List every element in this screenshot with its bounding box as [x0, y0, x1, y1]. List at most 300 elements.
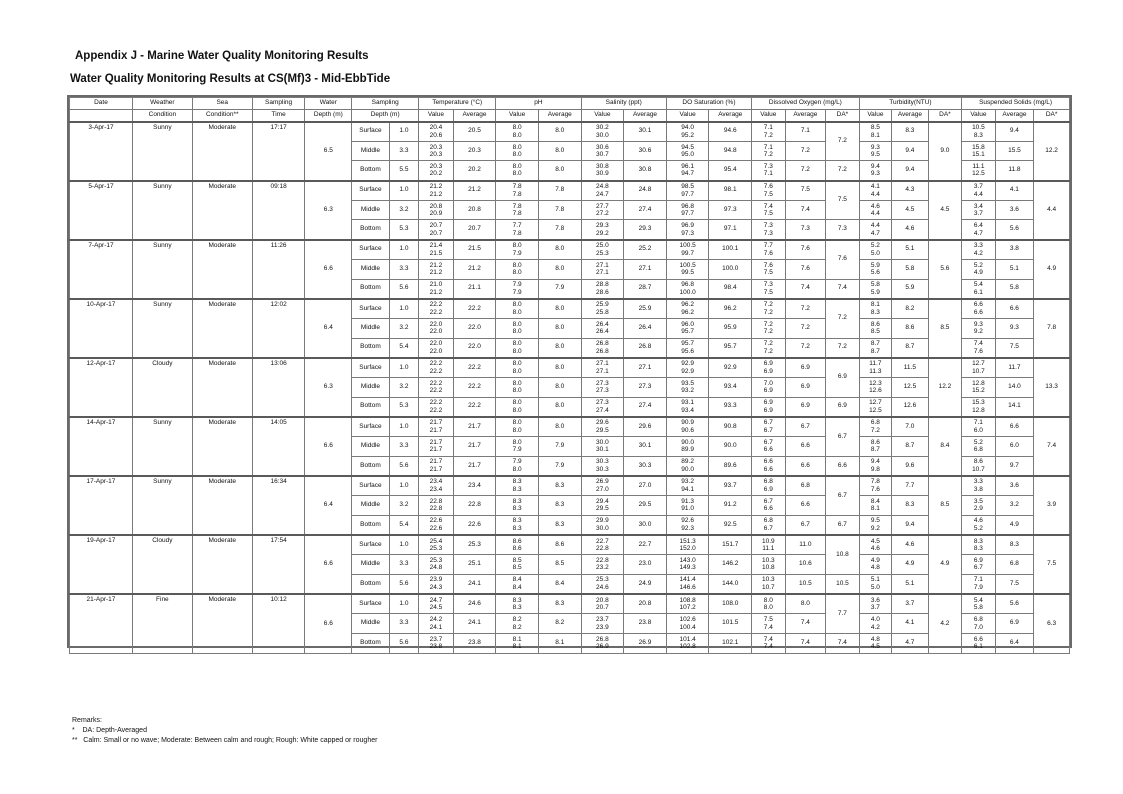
layer-name-cell: Middle	[352, 496, 390, 516]
ph-values-reading-2: 8.3	[512, 505, 522, 513]
header-salinity: Salinity (ppt)	[581, 98, 666, 110]
ph-values	[496, 574, 539, 594]
dissolved-oxygen-values-reading-1: 7.3	[763, 281, 773, 289]
ph-values-reading-2: 8.0	[512, 465, 522, 473]
sea-condition-cell: Moderate	[192, 358, 252, 417]
ph-values	[496, 240, 539, 260]
ph-values	[496, 614, 539, 634]
salinity-average: 29.6	[624, 417, 667, 437]
salinity-values-reading-2: 27.1	[596, 367, 609, 375]
ph-average: 8.0	[538, 318, 581, 338]
do-saturation-values-reading-1: 96.9	[681, 222, 694, 230]
ph-values	[496, 338, 539, 358]
salinity-average: 20.8	[624, 594, 667, 614]
ph-values-reading-2: 8.0	[512, 170, 522, 178]
ph-values	[496, 122, 539, 142]
do-saturation-average: 89.6	[709, 456, 752, 476]
ph-values-reading-1: 8.2	[512, 616, 522, 624]
dissolved-oxygen-values	[752, 555, 785, 575]
do-saturation-values-reading-2: 89.9	[681, 446, 694, 454]
dissolved-oxygen-values	[752, 377, 785, 397]
layer-name-cell: Middle	[352, 200, 390, 220]
ph-average: 8.0	[538, 338, 581, 358]
do-saturation-average: 102.1	[709, 633, 752, 653]
temperature-values-reading-1: 20.3	[429, 162, 443, 170]
ph-values-reading-1: 8.0	[512, 242, 522, 250]
suspended-solids-values	[962, 161, 995, 181]
dissolved-oxygen-average: 7.2	[785, 318, 826, 338]
salinity-values-reading-1: 22.7	[596, 537, 609, 545]
temperature-values	[419, 200, 454, 220]
layer-name-cell: Bottom	[352, 574, 390, 594]
turbidity-values-reading-1: 4.9	[870, 556, 880, 564]
suspended-solids-values	[962, 555, 995, 575]
temperature-values	[419, 122, 454, 142]
turbidity-average: 4.1	[892, 614, 929, 634]
turbidity-values-reading-2: 9.3	[870, 170, 880, 178]
dissolved-oxygen-values-reading-2: 7.2	[763, 131, 773, 139]
dissolved-oxygen-values-reading-2: 7.2	[763, 328, 773, 336]
suspended-solids-average: 5.6	[995, 220, 1034, 240]
turbidity-values-reading-2: 5.0	[870, 249, 880, 257]
ph-values-reading-2: 7.9	[512, 446, 522, 454]
turbidity-values-reading-1: 4.1	[870, 183, 880, 191]
dissolved-oxygen-average: 6.6	[785, 456, 826, 476]
temperature-average: 20.5	[453, 122, 496, 142]
turbidity-values	[859, 437, 891, 457]
suspended-solids-values	[962, 240, 995, 260]
layer-depth-cell: 5.6	[389, 633, 418, 653]
turbidity-values	[859, 240, 891, 260]
turbidity-values	[859, 141, 891, 161]
salinity-average: 25.9	[624, 299, 667, 319]
turbidity-values	[859, 358, 891, 378]
turbidity-values-reading-1: 8.6	[870, 320, 880, 328]
dissolved-oxygen-values	[752, 594, 785, 614]
dissolved-oxygen-values-reading-2: 10.7	[761, 583, 775, 591]
table-row	[70, 594, 1070, 614]
do-saturation-values-reading-2: 94.1	[681, 485, 694, 493]
dissolved-oxygen-values-reading-2: 7.2	[763, 347, 773, 355]
suspended-solids-values	[962, 338, 995, 358]
do-saturation-average: 151.7	[709, 535, 752, 555]
do-saturation-values	[666, 299, 709, 319]
dissolved-oxygen-da-bottom: 7.4	[826, 633, 860, 653]
salinity-values	[581, 437, 624, 457]
turbidity-values-reading-2: 8.7	[870, 446, 880, 454]
salinity-values	[581, 633, 624, 653]
dissolved-oxygen-values-reading-1: 6.7	[763, 497, 773, 505]
sampling-time-cell: 09:18	[252, 181, 305, 240]
suspended-solids-values	[962, 200, 995, 220]
salinity-values	[581, 417, 624, 437]
suspended-solids-values-reading-2: 6.1	[973, 288, 983, 296]
do-saturation-values-reading-1: 100.5	[679, 261, 696, 269]
temperature-average: 21.5	[453, 240, 496, 260]
suspended-solids-values-reading-1: 12.8	[972, 379, 985, 387]
layer-name-cell: Bottom	[352, 338, 390, 358]
layer-depth-cell: 3.2	[389, 200, 418, 220]
dissolved-oxygen-values	[752, 240, 785, 260]
ph-values-reading-2: 7.8	[512, 229, 522, 237]
suspended-solids-values-reading-1: 7.4	[973, 340, 983, 348]
turbidity-average: 3.7	[892, 594, 929, 614]
turbidity-values	[859, 259, 891, 279]
ph-values	[496, 515, 539, 535]
dissolved-oxygen-values-reading-1: 6.8	[763, 478, 773, 486]
suspended-solids-values-reading-1: 5.4	[973, 596, 983, 604]
header-suspended-solids-value: Value	[962, 110, 995, 122]
suspended-solids-da: 12.2	[1034, 122, 1070, 181]
dissolved-oxygen-average: 7.1	[785, 122, 826, 142]
do-saturation-values	[666, 220, 709, 240]
do-saturation-values	[666, 338, 709, 358]
ph-values-reading-1: 7.8	[512, 202, 522, 210]
water-depth-cell: 6.4	[305, 299, 352, 358]
suspended-solids-values-reading-1: 15.3	[972, 399, 985, 407]
ph-values-reading-1: 8.0	[512, 438, 522, 446]
ph-values-reading-2: 7.9	[512, 249, 522, 257]
temperature-values-reading-2: 20.2	[429, 170, 443, 178]
turbidity-values-reading-2: 12.6	[869, 387, 882, 395]
temperature-values	[419, 318, 454, 338]
do-saturation-values-reading-1: 93.2	[681, 478, 694, 486]
suspended-solids-values-reading-2: 7.6	[973, 347, 983, 355]
temperature-values-reading-1: 21.7	[429, 458, 443, 466]
turbidity-values	[859, 496, 891, 516]
layer-depth-cell: 3.3	[389, 141, 418, 161]
turbidity-values	[859, 515, 891, 535]
do-saturation-values-reading-1: 151.3	[679, 537, 696, 545]
temperature-values-reading-1: 21.4	[429, 242, 443, 250]
temperature-values-reading-1: 22.2	[429, 399, 443, 407]
ph-values-reading-2: 8.0	[512, 367, 522, 375]
turbidity-average: 4.7	[892, 633, 929, 653]
dissolved-oxygen-values	[752, 141, 785, 161]
do-saturation-values-reading-2: 95.6	[681, 347, 694, 355]
table-header	[70, 98, 1070, 122]
ph-values-reading-1: 8.3	[512, 596, 522, 604]
ph-average: 8.0	[538, 240, 581, 260]
ph-average: 7.9	[538, 437, 581, 457]
salinity-average: 24.9	[624, 574, 667, 594]
suspended-solids-values-reading-1: 5.4	[973, 281, 983, 289]
layer-depth-cell: 1.0	[389, 181, 418, 201]
turbidity-average: 7.7	[892, 476, 929, 496]
suspended-solids-da: 7.5	[1034, 535, 1070, 594]
temperature-average: 20.3	[453, 141, 496, 161]
temperature-values-reading-2: 24.5	[429, 604, 443, 612]
suspended-solids-values	[962, 181, 995, 201]
ph-values-reading-2: 8.3	[512, 485, 522, 493]
dissolved-oxygen-values-reading-1: 7.7	[763, 242, 773, 250]
suspended-solids-values-reading-1: 12.7	[972, 360, 985, 368]
turbidity-values-reading-2: 8.7	[870, 347, 880, 355]
temperature-average: 22.2	[453, 358, 496, 378]
date-cell: 3-Apr-17	[70, 122, 133, 181]
date-cell: 17-Apr-17	[70, 476, 133, 535]
turbidity-average: 8.7	[892, 338, 929, 358]
do-saturation-values-reading-1: 90.0	[681, 438, 694, 446]
salinity-values-reading-1: 23.7	[596, 616, 609, 624]
temperature-values-reading-1: 25.3	[429, 556, 443, 564]
dissolved-oxygen-values-reading-1: 7.0	[763, 379, 773, 387]
ph-average: 8.5	[538, 555, 581, 575]
temperature-average: 22.8	[453, 496, 496, 516]
turbidity-average: 5.1	[892, 574, 929, 594]
do-saturation-values	[666, 594, 709, 614]
header-weather-sub: Condition	[132, 110, 192, 122]
suspended-solids-values-reading-1: 4.6	[973, 517, 983, 525]
ph-average: 8.3	[538, 496, 581, 516]
dissolved-oxygen-values-reading-2: 6.7	[763, 426, 773, 434]
suspended-solids-values-reading-2: 10.7	[972, 465, 985, 473]
dissolved-oxygen-da-surface-middle: 10.8	[826, 535, 860, 574]
turbidity-values-reading-1: 8.1	[870, 301, 880, 309]
suspended-solids-values-reading-2: 4.7	[973, 229, 983, 237]
header-sea: Sea	[192, 98, 252, 110]
layer-name-cell: Bottom	[352, 220, 390, 240]
suspended-solids-values	[962, 397, 995, 417]
do-saturation-values	[666, 437, 709, 457]
do-saturation-average: 95.9	[709, 318, 752, 338]
ph-values-reading-2: 8.2	[512, 623, 522, 631]
dissolved-oxygen-values-reading-2: 7.5	[763, 190, 773, 198]
dissolved-oxygen-values-reading-1: 7.3	[763, 222, 773, 230]
suspended-solids-da: 4.4	[1034, 181, 1070, 240]
suspended-solids-values-reading-2: 8.3	[973, 131, 983, 139]
do-saturation-values-reading-2: 97.7	[681, 190, 694, 198]
suspended-solids-da: 7.4	[1034, 417, 1070, 476]
temperature-values-reading-1: 22.0	[429, 340, 443, 348]
dissolved-oxygen-values	[752, 397, 785, 417]
sea-condition-cell: Moderate	[192, 535, 252, 594]
salinity-average: 27.4	[624, 397, 667, 417]
suspended-solids-average: 11.7	[995, 358, 1034, 378]
temperature-values	[419, 535, 454, 555]
layer-depth-cell: 3.2	[389, 496, 418, 516]
do-saturation-average: 93.4	[709, 377, 752, 397]
date-cell: 7-Apr-17	[70, 240, 133, 299]
turbidity-da: 8.5	[928, 476, 962, 535]
salinity-average: 27.1	[624, 358, 667, 378]
turbidity-values	[859, 318, 891, 338]
dissolved-oxygen-values-reading-1: 10.3	[761, 576, 775, 584]
header-do-saturation-average: Average	[709, 110, 752, 122]
ph-average: 8.0	[538, 259, 581, 279]
temperature-average: 22.0	[453, 318, 496, 338]
ph-values-reading-1: 8.5	[512, 556, 522, 564]
do-saturation-values-reading-2: 146.6	[679, 583, 696, 591]
dissolved-oxygen-average: 7.4	[785, 633, 826, 653]
water-depth-cell: 6.6	[305, 417, 352, 476]
layer-name-cell: Bottom	[352, 633, 390, 653]
salinity-average: 23.0	[624, 555, 667, 575]
temperature-average: 23.4	[453, 476, 496, 496]
suspended-solids-average: 7.5	[995, 338, 1034, 358]
suspended-solids-values-reading-2: 5.2	[973, 524, 983, 532]
suspended-solids-average: 15.5	[995, 141, 1034, 161]
do-saturation-values-reading-1: 98.5	[681, 183, 694, 191]
salinity-average: 27.1	[624, 259, 667, 279]
table-row	[70, 299, 1070, 319]
salinity-values	[581, 574, 624, 594]
temperature-values	[419, 181, 454, 201]
dissolved-oxygen-da-surface-middle: 7.2	[826, 122, 860, 161]
temperature-values-reading-2: 21.7	[429, 446, 443, 454]
ph-average: 8.0	[538, 161, 581, 181]
temperature-values-reading-1: 21.0	[429, 281, 443, 289]
salinity-values-reading-1: 26.4	[596, 320, 609, 328]
do-saturation-values-reading-2: 107.2	[679, 604, 696, 612]
do-saturation-values	[666, 318, 709, 338]
dissolved-oxygen-values-reading-1: 6.7	[763, 438, 773, 446]
do-saturation-values	[666, 476, 709, 496]
sea-condition-cell: Moderate	[192, 476, 252, 535]
header-ph-average: Average	[538, 110, 581, 122]
dissolved-oxygen-values-reading-1: 7.2	[763, 301, 773, 309]
temperature-values	[419, 574, 454, 594]
sampling-time-cell: 12:02	[252, 299, 305, 358]
do-saturation-values	[666, 200, 709, 220]
turbidity-da: 4.9	[928, 535, 962, 594]
header-dissolved-oxygen-average: Average	[785, 110, 826, 122]
suspended-solids-values-reading-2: 10.7	[972, 367, 985, 375]
dissolved-oxygen-values-reading-2: 7.5	[763, 288, 773, 296]
do-saturation-values-reading-1: 102.6	[679, 616, 696, 624]
suspended-solids-values-reading-2: 12.8	[972, 406, 985, 414]
turbidity-da: 4.2	[928, 594, 962, 653]
do-saturation-values-reading-2: 100.0	[679, 288, 696, 296]
header-dissolved-oxygen-value: Value	[752, 110, 785, 122]
ph-values-reading-1: 8.0	[512, 261, 522, 269]
ph-values-reading-1: 8.3	[512, 497, 522, 505]
suspended-solids-average: 9.7	[995, 456, 1034, 476]
do-saturation-average: 94.8	[709, 141, 752, 161]
turbidity-values	[859, 614, 891, 634]
temperature-values-reading-1: 22.0	[429, 320, 443, 328]
salinity-values	[581, 456, 624, 476]
turbidity-values-reading-2: 4.8	[870, 564, 880, 572]
ph-values	[496, 456, 539, 476]
salinity-values-reading-2: 22.8	[596, 545, 609, 553]
suspended-solids-values	[962, 515, 995, 535]
temperature-average: 24.6	[453, 594, 496, 614]
table-row	[70, 417, 1070, 437]
suspended-solids-average: 6.9	[995, 614, 1034, 634]
salinity-values	[581, 318, 624, 338]
salinity-average: 22.7	[624, 535, 667, 555]
temperature-values-reading-1: 22.8	[429, 497, 443, 505]
temperature-values-reading-2: 22.0	[429, 328, 443, 336]
ph-values	[496, 358, 539, 378]
ph-values-reading-1: 8.0	[512, 360, 522, 368]
turbidity-average: 7.0	[892, 417, 929, 437]
temperature-average: 20.8	[453, 200, 496, 220]
dissolved-oxygen-average: 7.4	[785, 200, 826, 220]
do-saturation-average: 90.0	[709, 437, 752, 457]
temperature-average: 21.7	[453, 437, 496, 457]
date-cell: 5-Apr-17	[70, 181, 133, 240]
ph-average: 7.9	[538, 456, 581, 476]
header-sampling: Sampling	[252, 98, 305, 110]
turbidity-values-reading-2: 5.0	[870, 583, 880, 591]
suspended-solids-da: 13.3	[1034, 358, 1070, 417]
dissolved-oxygen-average: 6.7	[785, 515, 826, 535]
turbidity-values-reading-2: 5.9	[870, 288, 880, 296]
salinity-values	[581, 496, 624, 516]
temperature-values	[419, 220, 454, 240]
turbidity-average: 8.3	[892, 496, 929, 516]
turbidity-values	[859, 555, 891, 575]
salinity-values	[581, 535, 624, 555]
suspended-solids-average: 3.6	[995, 476, 1034, 496]
dissolved-oxygen-da-surface-middle: 6.9	[826, 358, 860, 397]
turbidity-values-reading-1: 8.5	[870, 124, 880, 132]
turbidity-average: 4.6	[892, 535, 929, 555]
dissolved-oxygen-values	[752, 633, 785, 653]
suspended-solids-values	[962, 318, 995, 338]
dissolved-oxygen-values	[752, 496, 785, 516]
dissolved-oxygen-values	[752, 161, 785, 181]
suspended-solids-values-reading-1: 8.3	[973, 537, 983, 545]
do-saturation-average: 90.8	[709, 417, 752, 437]
do-saturation-values-reading-1: 92.9	[681, 360, 694, 368]
temperature-values-reading-1: 25.4	[429, 537, 443, 545]
salinity-values-reading-1: 29.3	[596, 222, 609, 230]
ph-average: 7.8	[538, 220, 581, 240]
ph-values-reading-2: 7.8	[512, 190, 522, 198]
date-cell: 21-Apr-17	[70, 594, 133, 653]
sampling-time-cell: 11:26	[252, 240, 305, 299]
ph-values-reading-2: 8.0	[512, 406, 522, 414]
temperature-values	[419, 437, 454, 457]
table-row	[70, 535, 1070, 555]
turbidity-da: 12.2	[928, 358, 962, 417]
dissolved-oxygen-values-reading-1: 7.4	[763, 635, 773, 643]
suspended-solids-values	[962, 377, 995, 397]
temperature-values-reading-1: 24.7	[429, 596, 443, 604]
ph-values	[496, 397, 539, 417]
turbidity-values-reading-2: 7.6	[870, 485, 880, 493]
salinity-values-reading-2: 26.4	[596, 328, 609, 336]
salinity-values	[581, 515, 624, 535]
salinity-values	[581, 476, 624, 496]
dissolved-oxygen-values-reading-1: 6.8	[763, 517, 773, 525]
temperature-average: 21.1	[453, 279, 496, 299]
layer-depth-cell: 1.0	[389, 476, 418, 496]
dissolved-oxygen-average: 8.0	[785, 594, 826, 614]
temperature-values	[419, 594, 454, 614]
salinity-values-reading-2: 25.3	[596, 249, 609, 257]
dissolved-oxygen-values-reading-2: 7.2	[763, 308, 773, 316]
salinity-values	[581, 200, 624, 220]
salinity-values-reading-2: 24.6	[596, 583, 609, 591]
suspended-solids-values-reading-1: 11.1	[972, 162, 985, 170]
header-temperature: Temperature (°C)	[419, 98, 496, 110]
dissolved-oxygen-values	[752, 535, 785, 555]
header-date-sub	[70, 110, 133, 122]
do-saturation-values-reading-1: 93.5	[681, 379, 694, 387]
do-saturation-average: 97.3	[709, 200, 752, 220]
ph-values	[496, 141, 539, 161]
dissolved-oxygen-values-reading-2: 6.9	[763, 485, 773, 493]
header-suspended-solids-average: Average	[995, 110, 1034, 122]
do-saturation-values	[666, 417, 709, 437]
suspended-solids-values-reading-2: 4.4	[973, 190, 983, 198]
ph-values-reading-1: 8.0	[512, 320, 522, 328]
temperature-average: 24.1	[453, 614, 496, 634]
